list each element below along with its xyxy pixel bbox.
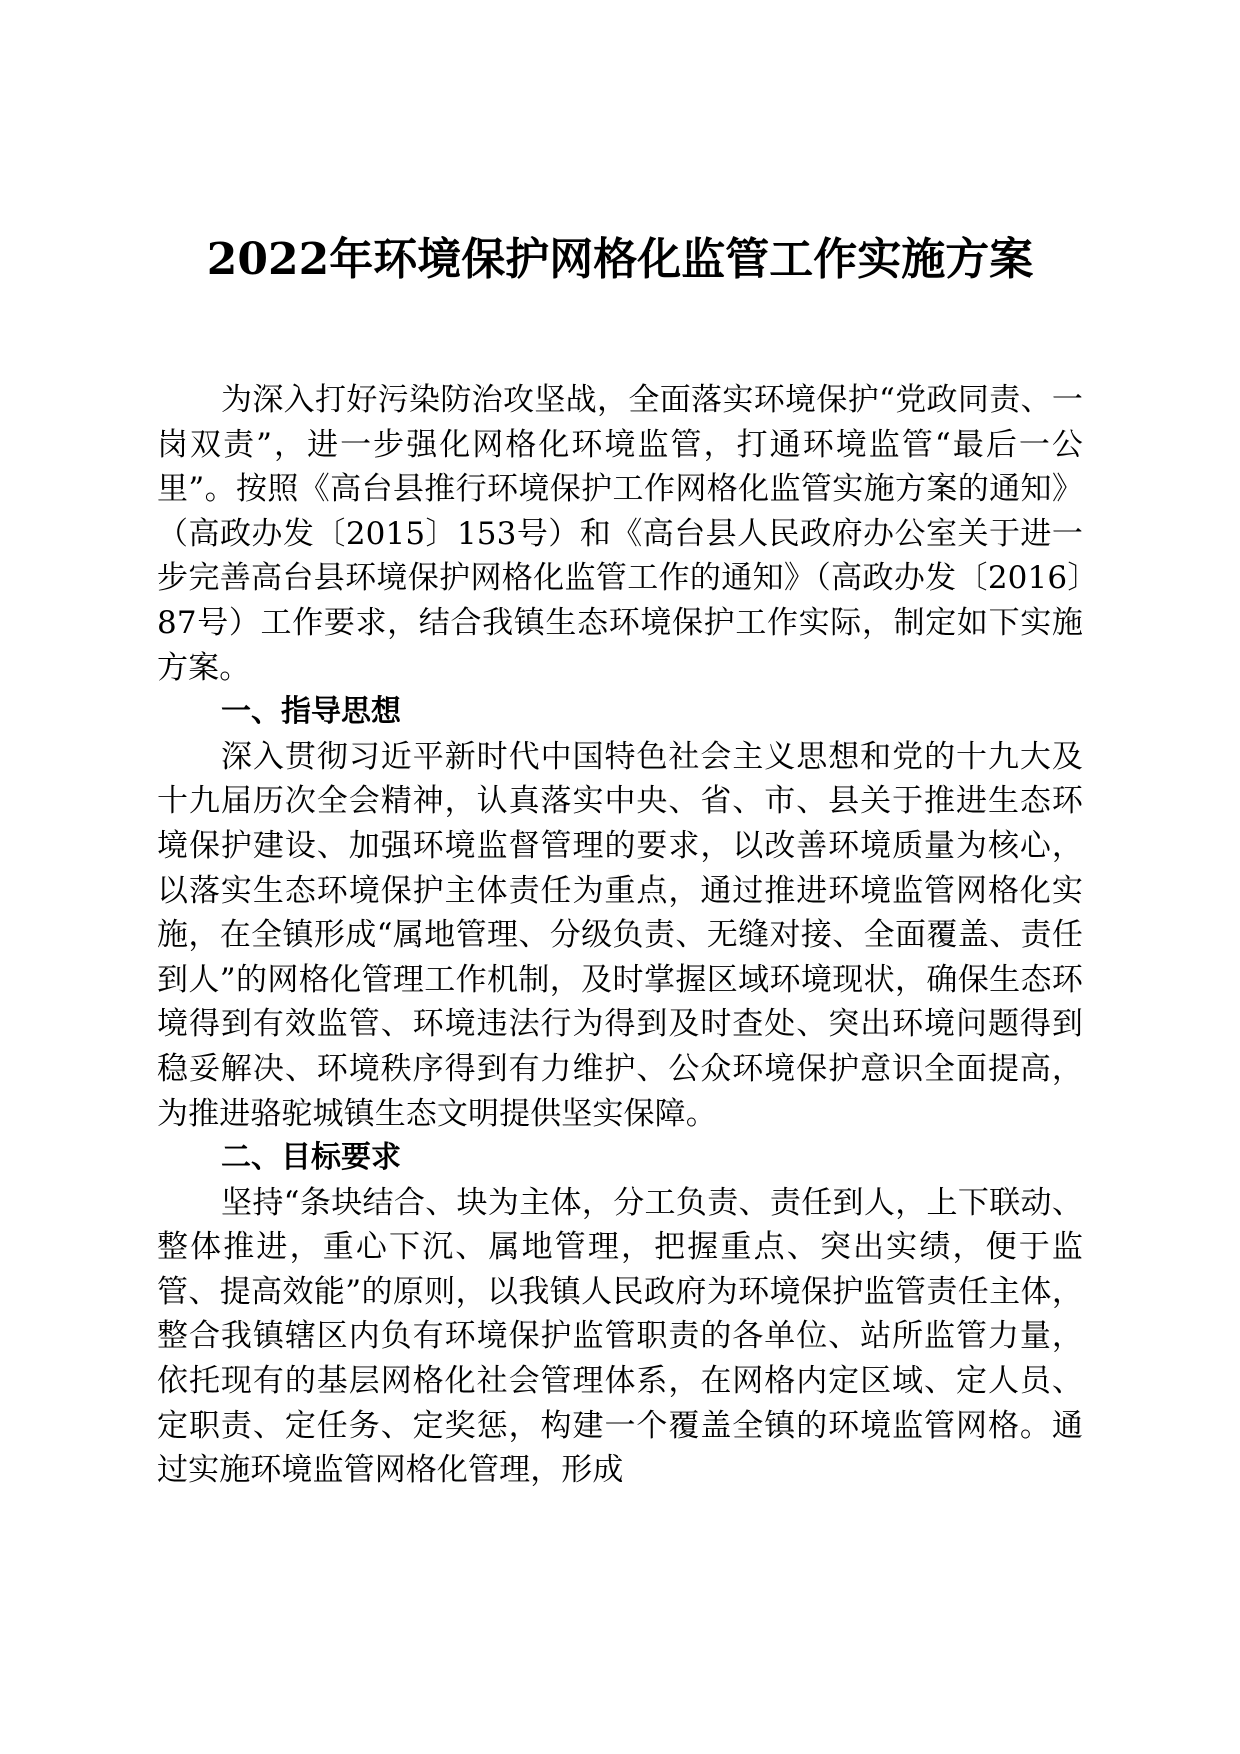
intro-paragraph: 为深入打好污染防治攻坚战，全面落实环境保护“党政同责、一岗双责”，进一步强化网格化环境监管，打通环境监管“最后一公里”。按照《高台县推行环境保护工作网格化监管实施方案的通知》（高政办发〔2015〕153号）和《高台县人民政府办公室关于进一步完善高台县环境保护网格化监管工作的通知》（高政办发〔2016〕87号）工作要求，结合我镇生态环境保护工作实际，制定如下实施方案。 <box>157 382 1083 686</box>
document-title: 2022年环境保护网格化监管工作实施方案 <box>206 234 1034 285</box>
section-heading-guiding-ideology: 一、指导思想 <box>221 694 401 730</box>
document-body <box>157 378 1083 1493</box>
section-heading-goals: 二、目标要求 <box>221 1140 401 1176</box>
section-paragraph-guiding-ideology: 深入贯彻习近平新时代中国特色社会主义思想和党的十九大及十九届历次全会精神，认真落实中央、省、市、县关于推进生态环境保护建设、加强环境监督管理的要求，以改善环境质量为核心，以落实生态环境保护主体责任为重点，通过推进环境监管网格化实施，在全镇形成“属地管理、分级负责、无缝对接、全面覆盖、责任到人”的网格化管理工作机制，及时掌握区域环境现状，确保生态环境得到有效监管、环境违法行为得到及时查处、突出环境问题得到稳妥解决、环境秩序得到有力维护、公众环境保护意识全面提高，为推进骆驼城镇生态文明提供坚实保障。 <box>157 738 1083 1132</box>
section-paragraph-goals: 坚持“条块结合、块为主体，分工负责、责任到人，上下联动、整体推进，重心下沉、属地管理，把握重点、突出实绩，便于监管、提高效能”的原则，以我镇人民政府为环境保护监管责任主体，整合我镇辖区内负有环境保护监管职责的各单位、站所监管力量，依托现有的基层网格化社会管理体系，在网格内定区域、定人员、定职责、定任务、定奖惩，构建一个覆盖全镇的环境监管网格。通过实施环境监管网格化管理，形成 <box>157 1184 1083 1489</box>
